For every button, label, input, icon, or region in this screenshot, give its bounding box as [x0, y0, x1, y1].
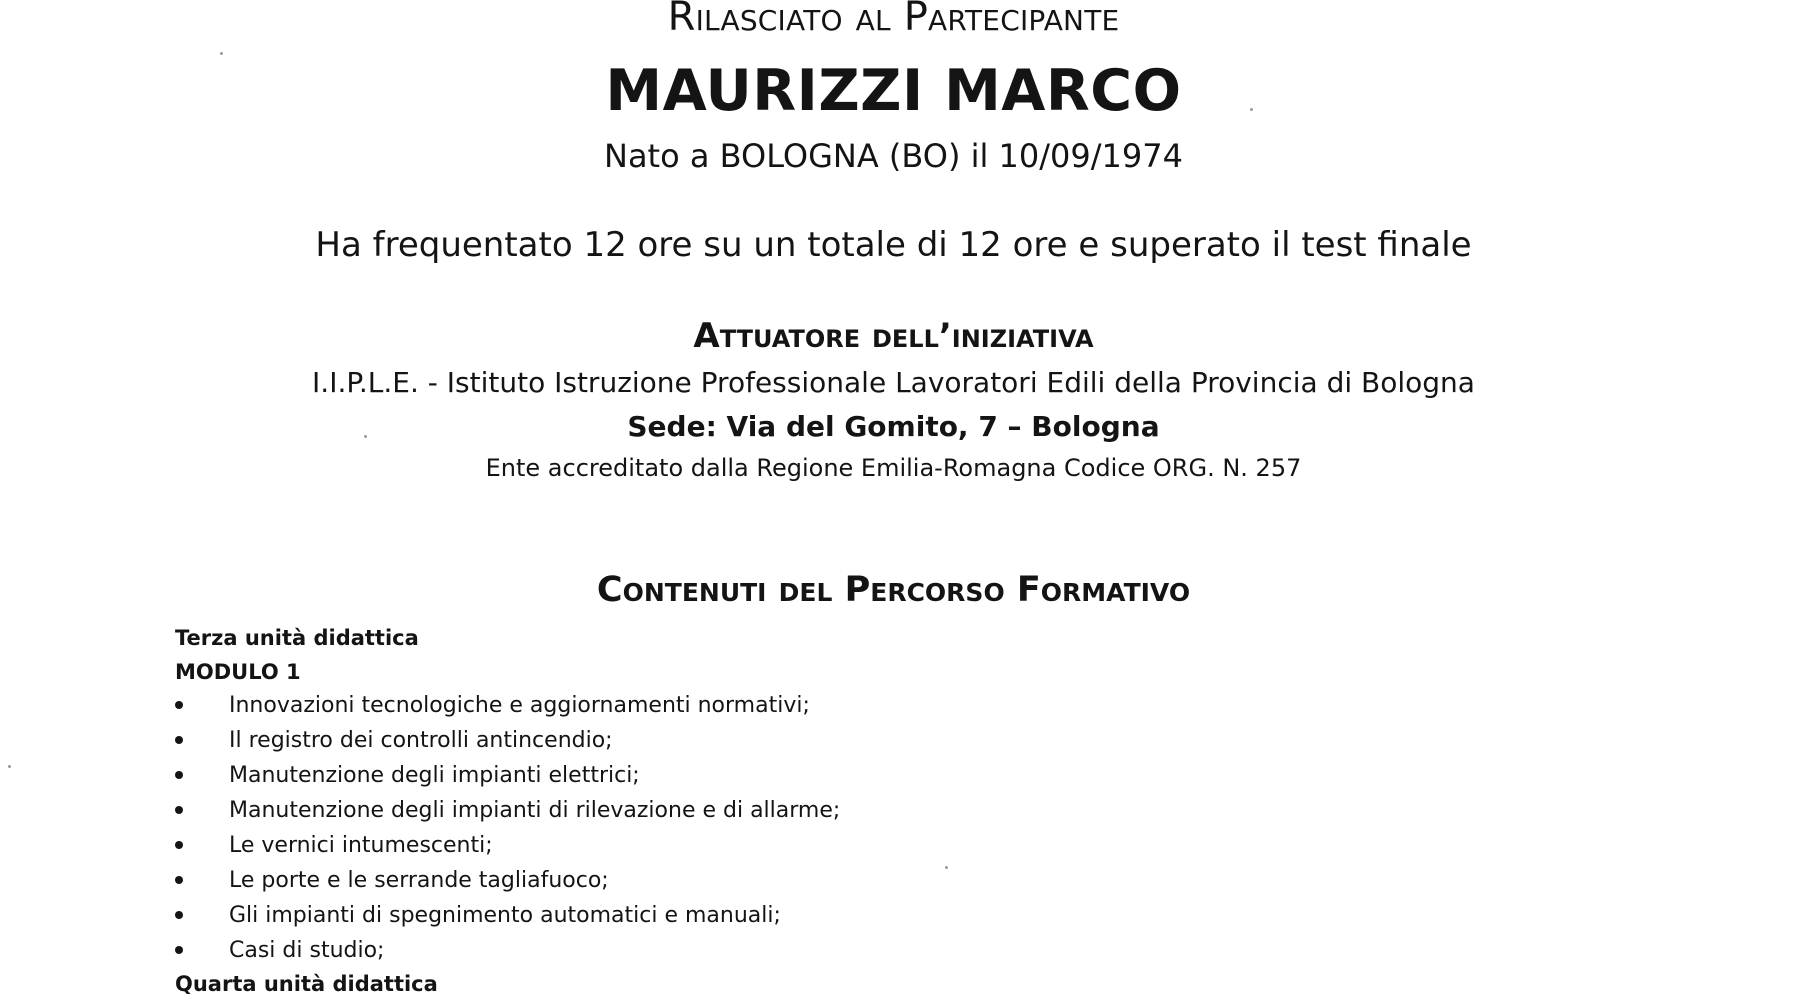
list-item-text: Le porte e le serrande tagliafuoco; [229, 868, 609, 893]
scan-speck [8, 765, 11, 768]
list-item-text: Casi di studio; [229, 938, 385, 963]
scan-speck [1250, 108, 1253, 111]
bullet-icon [175, 946, 183, 954]
participant-name: MAURIZZI MARCO [605, 58, 1182, 124]
bullet-icon [175, 736, 183, 744]
birth-info: Nato a BOLOGNA (BO) il 10/09/1974 [604, 137, 1183, 175]
organizer-heading: Attuatore dell’iniziativa [693, 316, 1094, 356]
list-item-text: Innovazioni tecnologiche e aggiornamenti normativi; [229, 693, 810, 718]
institute-name: I.I.P.L.E. - Istituto Istruzione Professionale Lavoratori Edili della Provincia di Bologna [312, 366, 1475, 399]
unit-title-fourth: Quarta unità didattica [175, 972, 438, 996]
issued-to-heading: Rilasciato al Partecipante [667, 0, 1120, 40]
unit-title-third: Terza unità didattica [175, 626, 419, 650]
bullet-icon [175, 841, 183, 849]
module-title: MODULO 1 [175, 660, 301, 684]
contents-heading: Contenuti del Percorso Formativo [596, 570, 1191, 610]
scan-speck [945, 866, 948, 869]
bullet-icon [175, 806, 183, 814]
list-item-text: Manutenzione degli impianti di rilevazione e di allarme; [229, 798, 841, 823]
bullet-icon [175, 701, 183, 709]
scan-speck [220, 52, 223, 55]
list-item-text: Manutenzione degli impianti elettrici; [229, 763, 640, 788]
bullet-icon [175, 771, 183, 779]
bullet-icon [175, 911, 183, 919]
list-item-text: Gli impianti di spegnimento automatici e manuali; [229, 903, 781, 928]
list-item-text: Il registro dei controlli antincendio; [229, 728, 613, 753]
accreditation-note: Ente accreditato dalla Regione Emilia-Romagna Codice ORG. N. 257 [485, 454, 1302, 482]
list-item-text: Le vernici intumescenti; [229, 833, 493, 858]
bullet-icon [175, 876, 183, 884]
scan-speck [364, 435, 367, 438]
institute-address: Sede: Via del Gomito, 7 – Bologna [627, 410, 1160, 443]
attendance-statement: Ha frequentato 12 ore su un totale di 12 ore e superato il test finale [315, 225, 1472, 265]
